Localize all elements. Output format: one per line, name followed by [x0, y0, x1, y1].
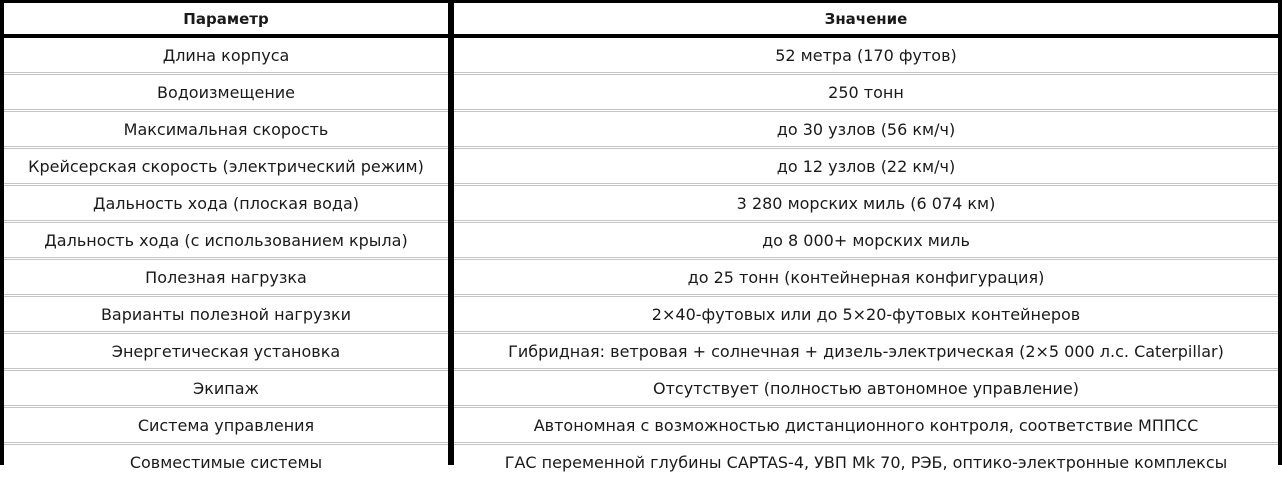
value-cell: до 12 узлов (22 км/ч) — [454, 148, 1278, 185]
value-cell: ГАС переменной глубины CAPTAS-4, УВП Mk 70, РЭБ, оптико-электронные комплексы — [454, 444, 1278, 479]
param-cell: Система управления — [4, 407, 448, 444]
header-row — [4, 3, 1278, 36]
param-cell: Совместимые системы — [4, 444, 448, 479]
param-cell: Энергетическая установка — [4, 333, 448, 370]
param-cell: Максимальная скорость — [4, 111, 448, 148]
param-cell: Экипаж — [4, 370, 448, 407]
spec-table — [4, 3, 1278, 479]
value-cell: Автономная с возможностью дистанционного контроля, соответствие МППСС — [454, 407, 1278, 444]
table-row — [4, 407, 1278, 444]
value-cell: до 30 узлов (56 км/ч) — [454, 111, 1278, 148]
header-value: Значение — [454, 3, 1278, 36]
table-row — [4, 370, 1278, 407]
table-row — [4, 222, 1278, 259]
table-row — [4, 185, 1278, 222]
value-cell: 3 280 морских миль (6 074 км) — [454, 185, 1278, 222]
table-row — [4, 36, 1278, 74]
table-row — [4, 148, 1278, 185]
value-cell: до 25 тонн (контейнерная конфигурация) — [454, 259, 1278, 296]
column-divider — [448, 3, 454, 465]
value-cell: 2×40-футовых или до 5×20-футовых контейнеров — [454, 296, 1278, 333]
param-cell: Длина корпуса — [4, 36, 448, 74]
param-cell: Крейсерская скорость (электрический режим) — [4, 148, 448, 185]
param-cell: Дальность хода (с использованием крыла) — [4, 222, 448, 259]
table-row — [4, 111, 1278, 148]
table-row — [4, 296, 1278, 333]
value-cell: до 8 000+ морских миль — [454, 222, 1278, 259]
value-cell: Отсутствует (полностью автономное управление) — [454, 370, 1278, 407]
param-cell: Дальность хода (плоская вода) — [4, 185, 448, 222]
table-row — [4, 333, 1278, 370]
param-cell: Водоизмещение — [4, 74, 448, 111]
param-cell: Варианты полезной нагрузки — [4, 296, 448, 333]
table-row — [4, 444, 1278, 479]
value-cell: Гибридная: ветровая + солнечная + дизель-электрическая (2×5 000 л.с. Caterpillar) — [454, 333, 1278, 370]
table-row — [4, 259, 1278, 296]
value-cell: 52 метра (170 футов) — [454, 36, 1278, 74]
value-cell: 250 тонн — [454, 74, 1278, 111]
header-param: Параметр — [4, 3, 448, 36]
param-cell: Полезная нагрузка — [4, 259, 448, 296]
table-row — [4, 74, 1278, 111]
